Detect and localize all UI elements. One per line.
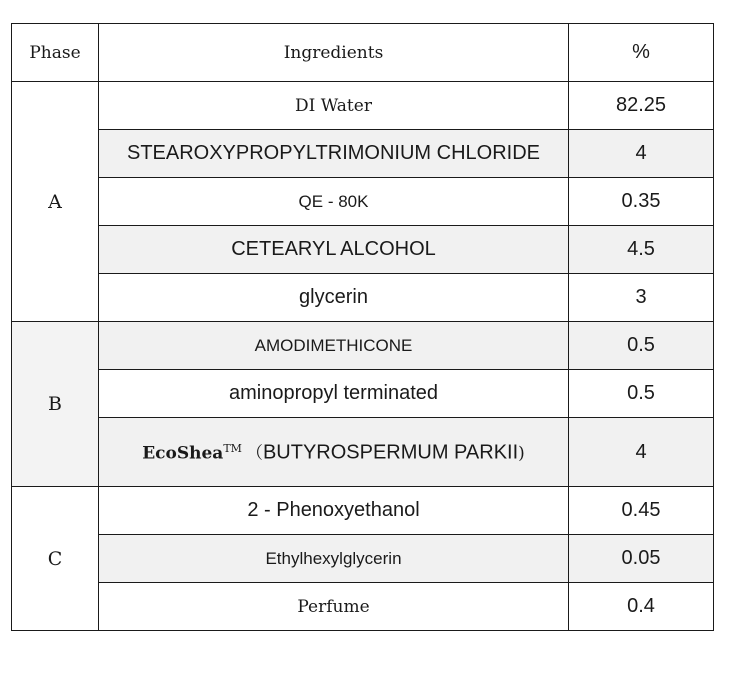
brand-name: EcoShea: [142, 443, 224, 464]
percent-cell: 3: [569, 274, 714, 322]
percent-cell: 0.45: [569, 487, 714, 535]
percent-cell: 0.5: [569, 370, 714, 418]
percent-header: %: [569, 24, 714, 82]
phase-b-cell: B: [12, 322, 99, 487]
botanical-name: BUTYROSPERMUM PARKII: [262, 441, 519, 464]
table-row: [12, 82, 714, 130]
ingredient-cell: Perfume: [99, 583, 569, 631]
close-paren: ): [518, 443, 525, 464]
phase-header: Phase: [12, 24, 99, 82]
ingredient-cell: 2 - Phenoxyethanol: [99, 487, 569, 535]
ingredients-header: Ingredients: [99, 24, 569, 82]
ingredient-cell: [99, 418, 569, 487]
ingredient-cell: Ethylhexylglycerin: [99, 535, 569, 583]
percent-cell: 82.25: [569, 82, 714, 130]
table-row: [12, 226, 714, 274]
ingredient-cell: AMODIMETHICONE: [99, 322, 569, 370]
table-row: [12, 583, 714, 631]
percent-cell: 0.05: [569, 535, 714, 583]
table-row: [12, 370, 714, 418]
percent-cell: 4: [569, 418, 714, 487]
formulation-table: [11, 23, 714, 631]
table-header-row: [12, 24, 714, 82]
percent-cell: 4.5: [569, 226, 714, 274]
phase-a-cell: A: [12, 82, 99, 322]
table-row: [12, 130, 714, 178]
open-paren: （: [245, 443, 263, 464]
ingredient-cell: CETEARYL ALCOHOL: [99, 226, 569, 274]
percent-cell: 0.35: [569, 178, 714, 226]
table-row: [12, 178, 714, 226]
ingredient-cell: QE - 80K: [99, 178, 569, 226]
table-row: [12, 274, 714, 322]
ingredient-cell: aminopropyl terminated: [99, 370, 569, 418]
table-row: [12, 322, 714, 370]
ingredient-cell: glycerin: [99, 274, 569, 322]
table-row: [12, 418, 714, 487]
table-row: [12, 487, 714, 535]
table-row: [12, 535, 714, 583]
percent-cell: 0.4: [569, 583, 714, 631]
percent-cell: 4: [569, 130, 714, 178]
ingredient-cell: DI Water: [99, 82, 569, 130]
percent-cell: 0.5: [569, 322, 714, 370]
ingredient-cell: STEAROXYPROPYLTRIMONIUM CHLORIDE: [99, 130, 569, 178]
phase-c-cell: C: [12, 487, 99, 631]
trademark-mark: TM: [223, 442, 242, 456]
